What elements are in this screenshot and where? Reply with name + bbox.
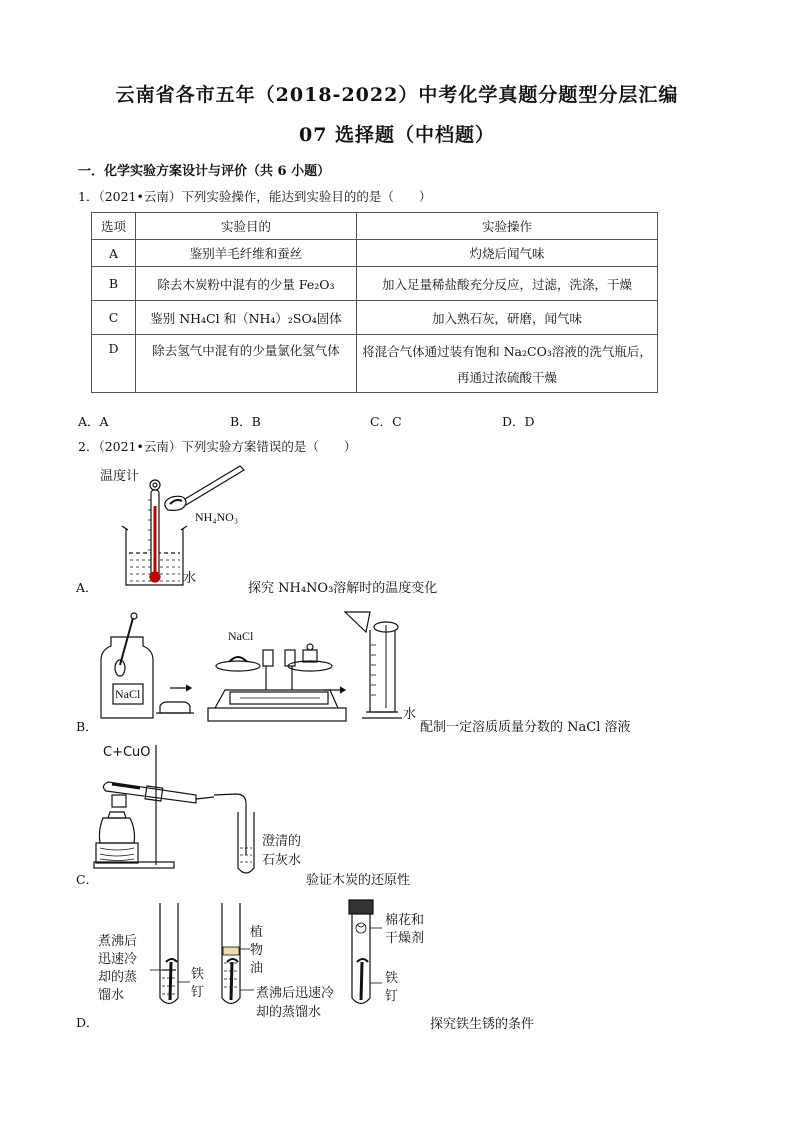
label-nail-2b: 钉 xyxy=(385,989,399,1004)
balance-base xyxy=(208,708,346,721)
row-purpose: 鉴别 NH₄Cl 和（NH₄）₂SO₄固体 xyxy=(136,301,357,335)
nail-2 xyxy=(231,962,232,1000)
row-operation: 加入熟石灰，研磨，闻气味 xyxy=(357,301,658,335)
row-purpose: 鉴别羊毛纤维和蚕丝 xyxy=(136,240,357,267)
label-boiled-b1: 煮沸后迅速冷 xyxy=(256,986,335,1001)
option-a-caption: 探究 NH₄NO₃溶解时的温度变化 xyxy=(248,581,438,596)
option-d-caption: 探究铁生锈的条件 xyxy=(430,1017,535,1032)
weight xyxy=(303,650,317,662)
row-option: B xyxy=(92,267,136,301)
section-heading: 一．化学实验方案设计与评价（共 6 小题） xyxy=(78,164,331,179)
label-water-a: 水 xyxy=(183,571,197,586)
answer-c: C．C xyxy=(370,414,402,429)
page-title: 云南省各市五年（2018-2022）中考化学真题分题型分层汇编 xyxy=(115,84,679,106)
label-oil-2: 物 xyxy=(250,943,264,958)
option-c-caption: 验证木炭的还原性 xyxy=(306,873,411,888)
label-solute: NH₄NO₃ xyxy=(195,510,239,524)
label-oil-3: 油 xyxy=(250,961,264,976)
label-cotton-2: 干燥剂 xyxy=(385,931,425,946)
left-pan xyxy=(216,661,260,671)
label-pan-nacl: NaCl xyxy=(228,629,254,643)
label-boiled-b2: 却的蒸馏水 xyxy=(256,1005,322,1020)
figure-a xyxy=(122,466,244,585)
figure-c xyxy=(94,745,254,873)
page-subtitle: 07 选择题（中档题） xyxy=(298,124,496,146)
wood-block xyxy=(96,843,138,863)
label-oil-1: 植 xyxy=(250,925,264,940)
label-nail-1b: 钉 xyxy=(191,985,205,1000)
spoon xyxy=(165,496,186,510)
label-boiled-2: 迅速冷 xyxy=(98,952,138,967)
reagent-bottle xyxy=(101,637,153,718)
header-option: 选项 xyxy=(92,213,136,240)
header-purpose: 实验目的 xyxy=(136,213,357,240)
option-b-letter: B． xyxy=(76,719,98,734)
label-water-b: 水 xyxy=(403,707,417,722)
label-limewater-1: 澄清的 xyxy=(262,834,302,849)
row-operation: 加入足量稀盐酸充分反应，过滤，洗涤，干燥 xyxy=(357,267,658,301)
measuring-cylinder xyxy=(370,630,395,712)
label-bottle-nacl: NaCl xyxy=(115,687,141,701)
label-reactants: C+CuO xyxy=(103,745,151,760)
option-b-caption: 配制一定溶质质量分数的 NaCl 溶液 xyxy=(420,720,631,735)
label-nail-1a: 铁 xyxy=(191,967,205,982)
label-boiled-4: 馏水 xyxy=(98,988,125,1003)
funnel xyxy=(345,612,370,632)
row-purpose: 除去木炭粉中混有的少量 Fe₂O₃ xyxy=(136,267,357,301)
question-2-stem: 2．（2021•云南）下列实验方案错误的是（ ） xyxy=(78,439,357,454)
row-option: D xyxy=(92,335,136,393)
stopper xyxy=(160,702,190,713)
alcohol-lamp xyxy=(99,818,134,843)
nail-3 xyxy=(361,962,362,1000)
delivery-tube xyxy=(214,794,246,855)
answer-b: B．B xyxy=(230,414,261,429)
row-option: C xyxy=(92,301,136,335)
row-option: A xyxy=(92,240,136,267)
row-purpose: 除去氢气中混有的少量氯化氢气体 xyxy=(136,335,357,393)
option-c-letter: C． xyxy=(76,872,99,887)
label-limewater-2: 石灰水 xyxy=(262,853,302,868)
oil-layer xyxy=(223,947,239,955)
row-operation: 灼烧后闻气味 xyxy=(357,240,658,267)
answer-d: D．D xyxy=(502,414,535,429)
label-boiled-1: 煮沸后 xyxy=(98,934,138,949)
nail-1 xyxy=(170,962,171,1000)
row-operation: 将混合气体通过装有饱和 Na₂CO₃溶液的洗气瓶后，再通过浓硫酸干燥 xyxy=(357,335,658,393)
answer-a: A．A xyxy=(78,414,109,429)
label-cotton-1: 棉花和 xyxy=(385,913,425,928)
question-1-stem: 1．（2021•云南）下列实验操作，能达到实验目的的是（ ） xyxy=(78,189,432,204)
label-thermometer: 温度计 xyxy=(100,469,140,484)
spatula xyxy=(120,618,133,665)
label-nail-2a: 铁 xyxy=(385,971,399,986)
option-d-letter: D． xyxy=(76,1015,99,1030)
option-a-letter: A． xyxy=(76,580,98,595)
header-operation: 实验操作 xyxy=(357,213,658,240)
label-boiled-3: 却的蒸 xyxy=(98,970,138,985)
stopper-3 xyxy=(349,900,373,914)
